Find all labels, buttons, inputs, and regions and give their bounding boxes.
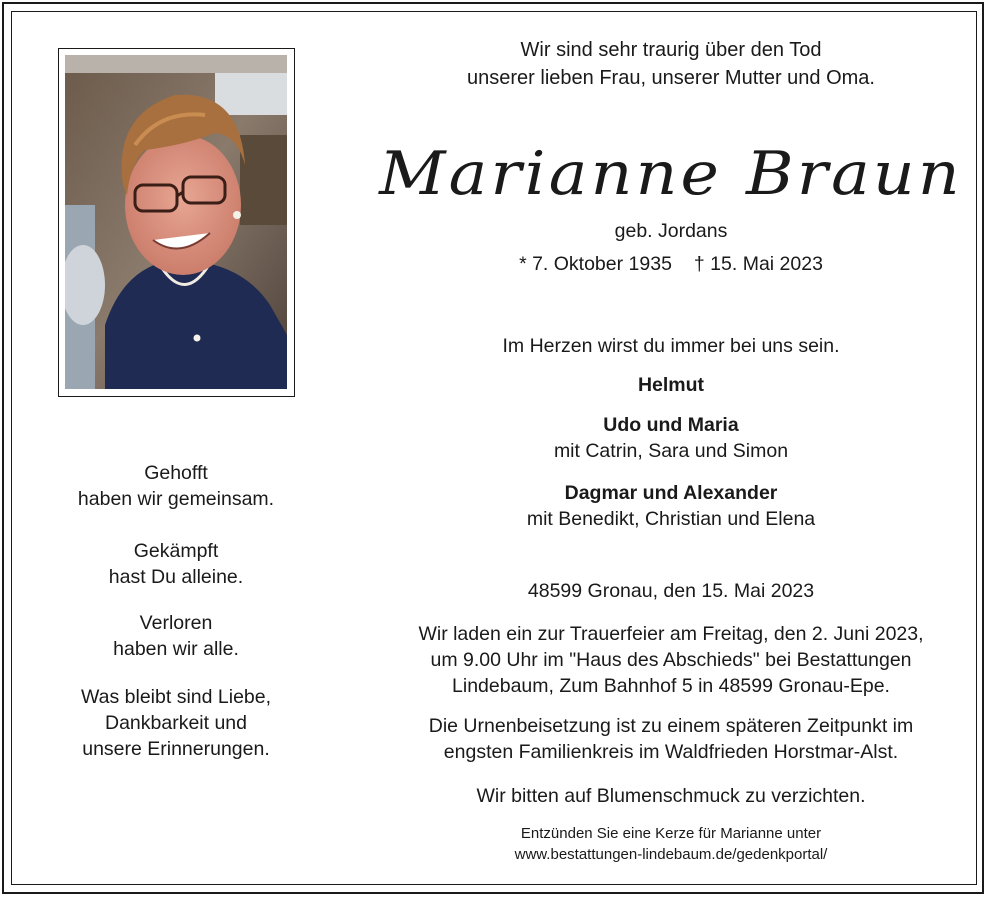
candle-text: Entzünden Sie eine Kerze für Marianne unter xyxy=(520,825,822,842)
flowers-note: Wir bitten auf Blumenschmuck zu verzichten. xyxy=(476,785,866,807)
family-name: Udo und Maria xyxy=(603,414,739,436)
intro-line: unserer lieben Frau, unserer Mutter und Oma. xyxy=(467,67,875,89)
memorial-link[interactable]: www.bestattungen-lindebaum.de/gedenkportal/ xyxy=(514,846,828,863)
family-member xyxy=(380,372,962,398)
poem-stanza xyxy=(50,460,302,512)
intro-line: Wir sind sehr traurig über den Tod xyxy=(520,39,822,61)
life-dates xyxy=(380,251,962,277)
birth-date: * 7. Oktober 1935 xyxy=(519,253,672,275)
place-date: 48599 Gronau, den 15. Mai 2023 xyxy=(527,580,815,602)
poem xyxy=(50,460,302,762)
portrait-photo xyxy=(65,55,287,389)
death-date: † 15. Mai 2023 xyxy=(693,253,823,275)
poem-line: haben wir gemeinsam. xyxy=(77,488,275,510)
poem-line: Verloren xyxy=(139,612,213,634)
poem-line: Dankbarkeit und xyxy=(104,712,247,734)
poem-stanza xyxy=(50,538,302,590)
invitation-line: Lindebaum, Zum Bahnhof 5 in 48599 Gronau-Epe. xyxy=(452,675,890,697)
deceased-name: Marianne Braun xyxy=(379,139,963,209)
poem-line: hast Du alleine. xyxy=(108,566,244,588)
intro-text xyxy=(380,36,962,92)
family-member xyxy=(380,412,962,464)
poem-stanza xyxy=(50,684,302,762)
poem-stanza xyxy=(50,610,302,662)
urn-line: Die Urnenbeisetzung ist zu einem späteren Zeitpunkt im xyxy=(428,715,914,737)
family-name: Helmut xyxy=(637,374,705,396)
poem-line: haben wir alle. xyxy=(113,638,239,660)
family-name: Dagmar und Alexander xyxy=(564,482,778,504)
family-children: mit Benedikt, Christian und Elena xyxy=(526,508,816,530)
poem-line: unsere Erinnerungen. xyxy=(82,738,270,760)
family-member xyxy=(380,480,962,532)
urn-burial-note xyxy=(380,713,962,765)
poem-line: Gekämpft xyxy=(133,540,219,562)
motto: Im Herzen wirst du immer bei uns sein. xyxy=(502,335,840,357)
poem-line: Gehofft xyxy=(144,462,208,484)
candle-note xyxy=(380,823,962,865)
funeral-invitation xyxy=(380,621,962,699)
family-children: mit Catrin, Sara und Simon xyxy=(553,440,789,462)
maiden-name: geb. Jordans xyxy=(614,220,728,242)
poem-line: Was bleibt sind Liebe, xyxy=(80,686,272,708)
invitation-line: Wir laden ein zur Trauerfeier am Freitag, den 2. Juni 2023, xyxy=(418,623,924,645)
urn-line: engsten Familienkreis im Waldfrieden Horstmar-Alst. xyxy=(443,741,899,763)
invitation-line: um 9.00 Uhr im "Haus des Abschieds" bei Bestattungen xyxy=(430,649,912,671)
portrait-frame xyxy=(58,48,295,397)
